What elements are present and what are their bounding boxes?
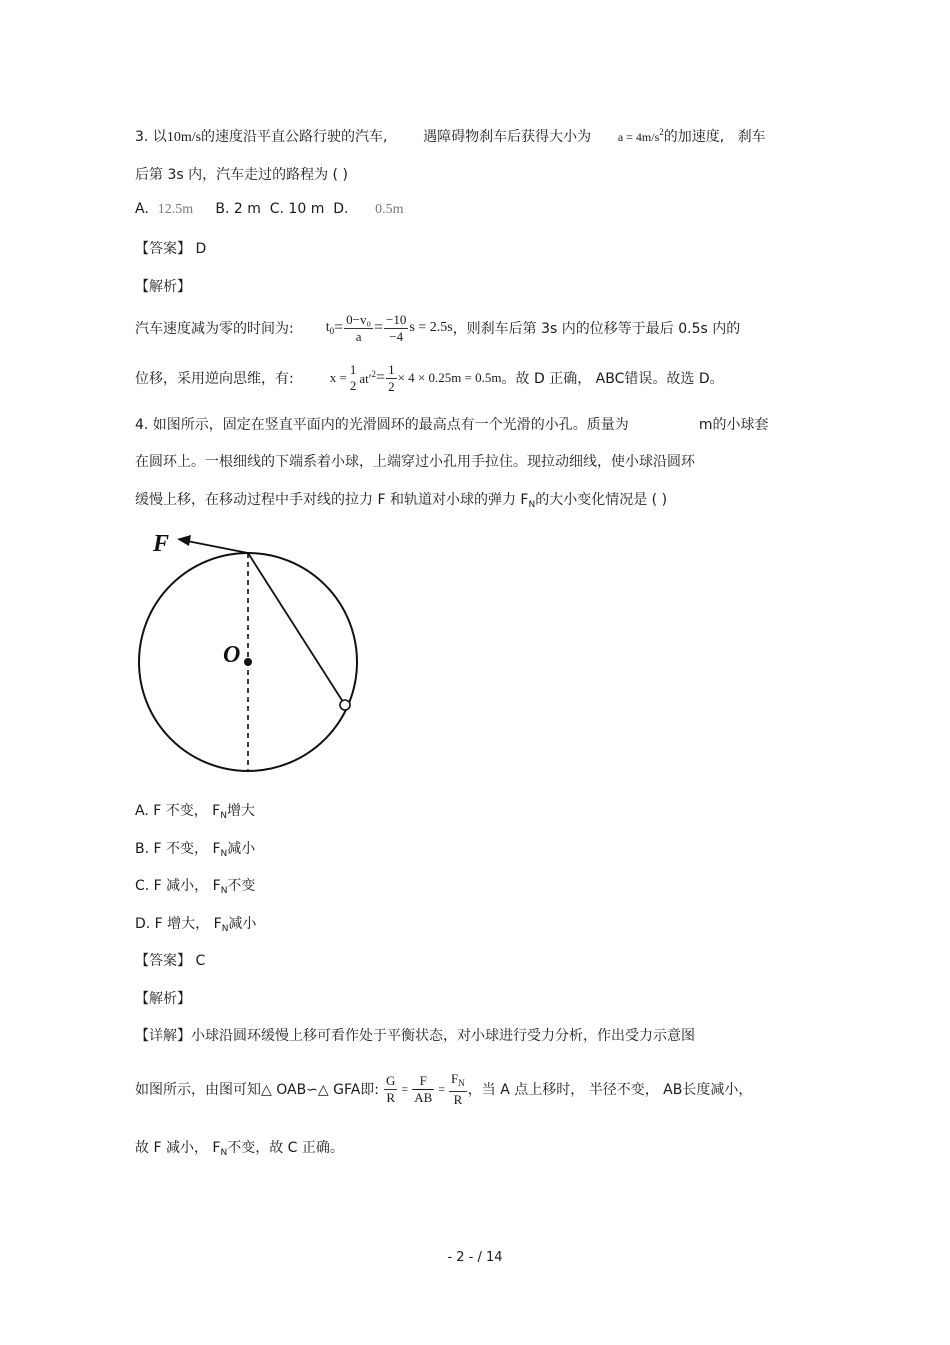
q3-text: 的加速度, <box>663 129 725 145</box>
fraction-f-over-ab: $\frac{F}{AB}$ <box>414 1072 433 1105</box>
q4-option-d: D. F 增大， $F_N$减小 <box>135 916 257 934</box>
q4-text: 缓慢上移，在移动过程中手对线的拉力 F 和轨道对小球的弹力 F <box>135 492 529 508</box>
reasoning-text: ，当 A 点上移时， 半径不变， AB长度减小， <box>467 1082 753 1098</box>
q4-line3 <box>135 489 667 510</box>
q3-line1 <box>135 126 766 146</box>
arrow-head-icon <box>177 535 191 546</box>
equals-sign: = <box>376 369 386 386</box>
q3-text: 刹车 <box>737 129 766 145</box>
string-line <box>248 553 345 705</box>
q3-speed: 10m/s <box>166 130 202 145</box>
equals-sign: = <box>334 319 344 336</box>
q4-reasoning-line2: 故 F 减小， $F_N$不变，故 C 正确。 <box>135 1140 344 1158</box>
option-a-value: 12.5m <box>157 202 194 217</box>
fraction-fn-over-r: $\frac{F_N}{R}$ <box>451 1070 465 1107</box>
fraction-minus10-over-minus4: $\frac{-10}{-4}$ <box>386 311 407 344</box>
q4-option-a: A. F 不变， $F_N$增大 <box>135 803 255 821</box>
option-a-label: A. <box>135 201 149 217</box>
q3-options <box>135 201 404 218</box>
at-squared: $at'^2$ <box>359 369 377 386</box>
subscript-n: N <box>528 500 536 510</box>
q4-line2: 在圆环上。一根细线的下端系着小球，上端穿过小孔用手拉住。现拉动细线，使小球沿圆环 <box>135 454 695 470</box>
fraction-one-half: $\frac{1}{2}$ <box>388 361 395 394</box>
q3-text: 遇障碍物刹车后获得大小为 <box>423 129 592 145</box>
q3-solution-line1 <box>135 306 740 350</box>
fraction-v0-over-a: $\frac{\text{0−v₀}}{a}$ <box>346 311 372 344</box>
fraction-g-over-r: $\frac{G}{R}$ <box>386 1072 396 1105</box>
solution-text: ，则刹车后第 3s 内的位移等于最后 0.5s 内的 <box>452 321 741 337</box>
q3-superscript: 2 <box>659 127 664 137</box>
option-b: B. 2 m <box>215 201 261 217</box>
option-c: C. 10 m <box>269 201 325 217</box>
center-point <box>244 658 252 666</box>
q3-acceleration: a = 4m/s <box>617 130 660 144</box>
q3-text: 3. 以 <box>135 129 167 145</box>
page-number: - 2 - / 14 <box>447 1250 503 1265</box>
q3-solution-line2 <box>135 356 724 400</box>
q4-reasoning-line1: 如图所示，由图可知△ OAB∽△ GFA即: $\frac{G}{R}$ = $\frac{F}{AB}$ = $\frac{F_N}{R}$ ，当 A 点上移时， 半径不变， AB长度减小， <box>135 1070 753 1107</box>
center-label: O <box>223 642 241 668</box>
solution-text: 位移，采用逆向思维，有: <box>135 371 294 387</box>
q4-line1 <box>135 414 768 434</box>
solution-text: 。故 D 正确， ABC错误。故选 D。 <box>501 371 724 387</box>
q4-option-b: B. F 不变， $F_N$减小 <box>135 841 256 859</box>
time-result: s = 2.5s <box>409 320 453 335</box>
ring-diagram <box>135 528 365 778</box>
q4-text: m的小球套 <box>698 417 769 433</box>
force-label: F <box>153 531 170 557</box>
q4-option-c: C. F 减小， $F_N$不变 <box>135 878 256 896</box>
displacement-calc: × 4 × 0.25m = 0.5m <box>397 370 502 385</box>
solution-text: 汽车速度减为零的时间为: <box>135 321 294 337</box>
equals-sign: = <box>374 319 384 336</box>
x-symbol: x = <box>329 370 347 385</box>
q3-answer: 【答案】 D <box>135 241 207 257</box>
q4-detail: 【详解】小球沿圆环缓慢上移可看作处于平衡状态，对小球进行受力分析，作出受力示意图 <box>135 1028 695 1044</box>
q4-analysis-label: 【解析】 <box>135 991 191 1007</box>
option-d-label: D. <box>333 201 349 217</box>
reasoning-text: 如图所示，由图可知△ OAB∽△ GFA即: <box>135 1082 380 1098</box>
ball <box>340 700 350 710</box>
q4-text: 的大小变化情况是 ( ) <box>535 492 668 508</box>
q3-line2: 后第 3s 内，汽车走过的路程为 ( ) <box>135 167 348 183</box>
option-d-value: 0.5m <box>375 202 404 217</box>
q4-text: 4. 如图所示，固定在竖直平面内的光滑圆环的最高点有一个光滑的小孔。质量为 <box>135 417 629 433</box>
q4-answer: 【答案】 C <box>135 953 206 969</box>
t0-symbol: $t_0$ <box>325 320 335 336</box>
q3-analysis-label: 【解析】 <box>135 279 191 295</box>
force-arrow-shaft <box>187 541 248 553</box>
fraction-one-half: 1 2 <box>349 362 357 393</box>
q3-text: 的速度沿平直公路行驶的汽车, <box>201 129 388 145</box>
